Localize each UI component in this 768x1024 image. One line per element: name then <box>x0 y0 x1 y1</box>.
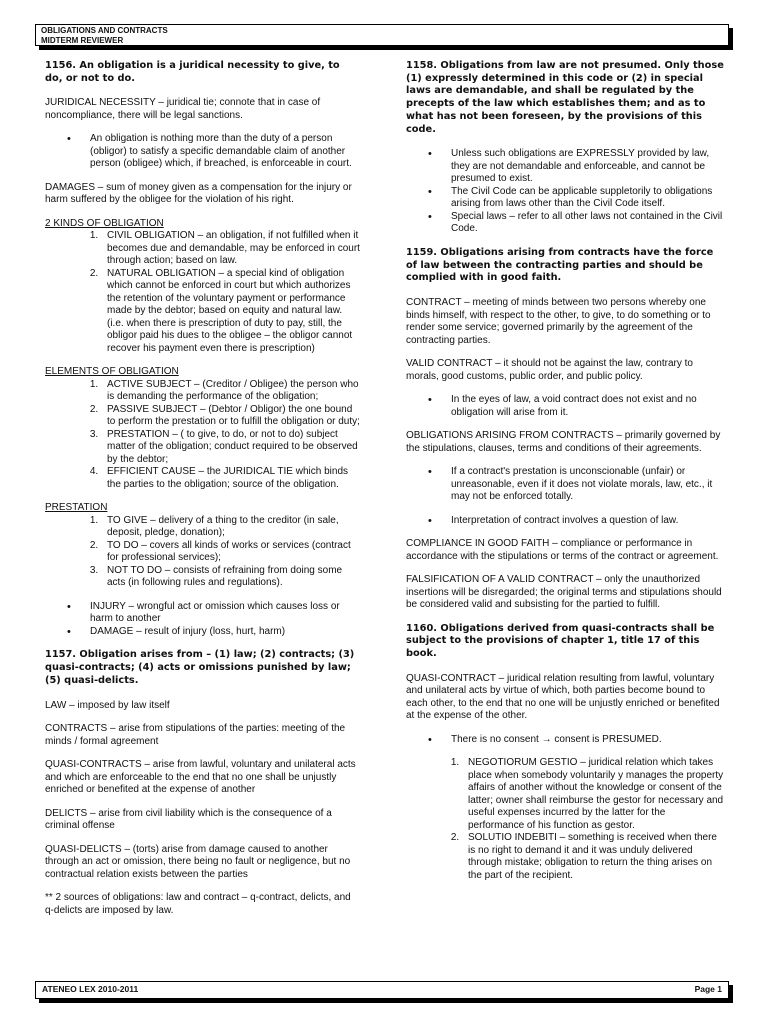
juridical-necessity-def: JURIDICAL NECESSITY – juridical tie; connote that in case of noncompliance, there will be legal sanctions. <box>45 97 321 121</box>
article-1159: 1159. Obligations arising from contracts have the force of law between the contracting parties and should be complied with in good faith. <box>406 246 714 284</box>
delicts-def: DELICTS – arise from civil liability which is the consequence of a criminal offense <box>45 807 332 832</box>
void-bullets <box>406 394 724 419</box>
consent-bullets <box>406 734 724 747</box>
prestation-list <box>45 515 360 590</box>
list-item: 1. NEGOTIORUM GESTIO – juridical relation which takes place when somebody voluntarily y manages the property affairs of another without the knowledge or consent of the latter; owner shall reimburse the gestor for necessary and useful expenses incurred by the latter for the performance of his function as gestor. <box>462 757 724 832</box>
falsification-def: FALSIFICATION OF A VALID CONTRACT – only the unauthorized insertions will be disregarded; the original terms and stipulations should be considered valid and subsisting for the partied to fulfill. <box>406 574 722 611</box>
left-column <box>45 60 360 928</box>
right-column <box>406 60 724 893</box>
list-item: • If a contract's prestation is unconscionable (unfair) or unreasonable, even if it does not violate morals, law, etc., it may not be enforced totally. <box>451 466 724 504</box>
list-item: • The Civil Code can be applicable suppletorily to obligations arising from laws other than the Civil Code itself. <box>451 186 724 211</box>
list-item: • There is no consent → consent is PRESUMED. <box>451 734 724 747</box>
interpretation-bullets <box>406 515 724 528</box>
header-subtitle: MIDTERM REVIEWER <box>41 36 124 45</box>
list-item: • DAMAGE – result of injury (loss, hurt, harm) <box>90 626 360 639</box>
quasi-contracts-def: QUASI-CONTRACTS – arise from lawful, voluntary and unilateral acts and which are enforceable to the end that no one shall be unjustly enriched or benefited at the expense of another <box>45 759 356 796</box>
list-item: 2. NATURAL OBLIGATION – a special kind of obligation which cannot be enforced in court but which authorizes the retention of the voluntary payment or performance made by the debtor; based on equity and natural law. (i.e. when there is prescription of duty to pay, still, the obligor paid his dues to the obligee – the obligor cannot recover his payment even there is prescription) <box>101 268 360 356</box>
kinds-heading: 2 KINDS OF OBLIGATION <box>45 217 164 229</box>
quasi-contract-def: QUASI-CONTRACT – juridical relation resulting from lawful, voluntary and unilateral acts by virtue of which, both parties become bound to each other, to the end that no one will be unjustly enriched or benefited at the expense of the other. <box>406 672 720 722</box>
list-item: • An obligation is nothing more than the duty of a person (obligor) to satisfy a specific demandable claim of another person (obligee) which, if breached, is enforceable in court. <box>90 133 360 171</box>
article-1158: 1158. Obligations from law are not presumed. Only those (1) expressly determined in this code or (2) in special laws are demandable, and shall be regulated by the precepts of the law which establishes them; and as to what has not been foreseen, by the provisions of this code. <box>406 60 724 135</box>
article-1157: 1157. Obligation arises from – (1) law; (2) contracts; (3) quasi-contracts; (4) acts or omissions punished by law; (5) quasi-delicts. <box>45 649 355 686</box>
valid-contract-def: VALID CONTRACT – it should not be against the law, contrary to morals, good customs, public order, and public policy. <box>406 358 693 382</box>
list-item: 2. PASSIVE SUBJECT – (Debtor / Obligor) the one bound to perform the prestation or to fulfill the obligation or duty; <box>101 404 360 429</box>
law-def: LAW – imposed by law itself <box>45 699 170 711</box>
prestation-heading: PRESTATION <box>45 502 108 514</box>
elements-heading: ELEMENTS OF OBLIGATION <box>45 366 179 378</box>
contracts-def: CONTRACTS – arise from stipulations of the parties: meeting of the minds / formal agreement <box>45 723 346 747</box>
page-footer <box>35 981 729 999</box>
elements-list <box>45 379 360 492</box>
article-1160: 1160. Obligations derived from quasi-contracts shall be subject to the provisions of chapter 1, title 17 of this book. <box>406 622 715 660</box>
unconscionable-bullets <box>406 466 724 504</box>
list-item: • Unless such obligations are EXPRESSLY provided by law, they are not demandable and enforceable, and cannot be presumed to exist. <box>451 148 724 186</box>
injury-bullets <box>45 601 360 639</box>
list-item: 3. PRESTATION – ( to give, to do, or not to do) subject matter of the obligation; conduct required to be observed by the debtor; <box>101 429 360 467</box>
list-item: 2. TO DO – covers all kinds of works or services (contract for professional services); <box>101 540 360 565</box>
list-item: 1. ACTIVE SUBJECT – (Creditor / Obligee) the person who is demanding the performance of the obligation; <box>101 379 360 404</box>
list-item: • Special laws – refer to all other laws not contained in the Civil Code. <box>451 211 724 236</box>
list-item: • INJURY – wrongful act or omission which causes loss or harm to another <box>90 601 360 626</box>
obligation-bullets <box>45 133 360 171</box>
header-title: OBLIGATIONS AND CONTRACTS <box>41 26 168 35</box>
obligations-contracts-def: OBLIGATIONS ARISING FROM CONTRACTS – primarily governed by the stipulations, clauses, terms and conditions of their agreements. <box>406 430 721 454</box>
list-item: 2. SOLUTIO INDEBITI – something is received when there is no right to demand it and it was unduly delivered through mistake; obligation to return the thing arises on the part of the recipient. <box>462 832 724 882</box>
list-item: 1. TO GIVE – delivery of a thing to the creditor (in sale, deposit, pledge, donation); <box>101 515 360 540</box>
list-item: 4. EFFICIENT CAUSE – the JURIDICAL TIE which binds the parties to the obligation; source of the obligation. <box>101 466 360 491</box>
damages-def: DAMAGES – sum of money given as a compensation for the injury or harm suffered by the obligee for the violation of his right. <box>45 181 352 206</box>
page-number: Page 1 <box>694 984 722 994</box>
contract-def: CONTRACT – meeting of minds between two persons whereby one binds himself, with respect to the other, to give, to do something or to render some service; governed primarily by the agreement of the contracting parties. <box>406 297 711 346</box>
quasi-contract-list <box>406 757 724 882</box>
article-1156: 1156. An obligation is a juridical necessity to give, to do, or not to do. <box>45 60 340 84</box>
list-item: 3. NOT TO DO – consists of refraining from doing some acts (in following rules and regulations). <box>101 565 360 590</box>
list-item: • In the eyes of law, a void contract does not exist and no obligation will arise from it. <box>451 394 724 419</box>
page-header <box>35 24 729 46</box>
list-item: 1. CIVIL OBLIGATION – an obligation, if not fulfilled when it becomes due and demandable, may be enforced in court through action; based on law. <box>101 230 360 268</box>
kinds-list <box>45 230 360 355</box>
list-item: • Interpretation of contract involves a question of law. <box>451 515 724 528</box>
footer-source: ATENEO LEX 2010-2011 <box>42 984 139 994</box>
law-bullets <box>406 148 724 236</box>
good-faith-def: COMPLIANCE IN GOOD FAITH – compliance or performance in accordance with the stipulations or terms of the contract or agreement. <box>406 538 719 562</box>
sources-note: ** 2 sources of obligations: law and contract – q-contract, delicts, and q-delicts are imposed by law. <box>45 892 351 916</box>
quasi-delicts-def: QUASI-DELICTS – (torts) arise from damage caused to another through an act or omission, there being no fault or negligence, but no contractual relation exists between the parties <box>45 843 351 880</box>
